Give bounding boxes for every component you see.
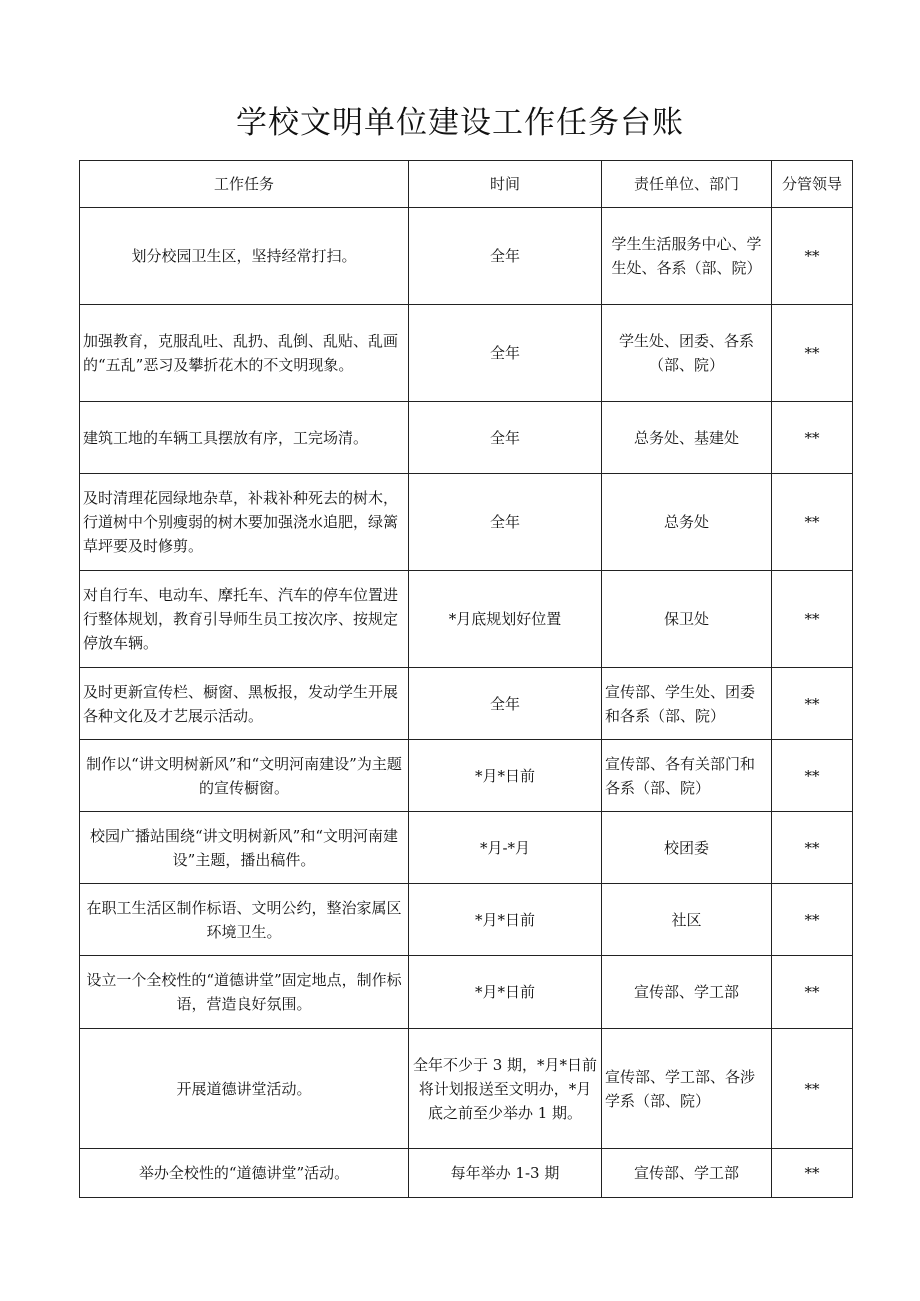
table-row — [80, 884, 853, 956]
table-row — [80, 402, 853, 474]
time-cell: *月*日前 — [409, 884, 602, 956]
unit-cell: 校团委 — [602, 812, 772, 884]
leader-cell: ** — [772, 812, 853, 884]
table-row — [80, 740, 853, 812]
unit-cell: 社区 — [602, 884, 772, 956]
task-cell: 对自行车、电动车、摩托车、汽车的停车位置进行整体规划，教育引导师生员工按次序、按规定停放车辆。 — [80, 571, 409, 668]
task-cell: 制作以“讲文明树新风”和“文明河南建设”为主题的宣传橱窗。 — [80, 740, 409, 812]
unit-cell: 宣传部、学工部 — [602, 1149, 772, 1198]
task-cell: 及时更新宣传栏、橱窗、黑板报，发动学生开展各种文化及才艺展示活动。 — [80, 668, 409, 740]
unit-cell: 学生生活服务中心、学生处、各系（部、院） — [602, 208, 772, 305]
time-cell: *月底规划好位置 — [409, 571, 602, 668]
task-cell: 及时清理花园绿地杂草，补栽补种死去的树木，行道树中个别瘦弱的树木要加强浇水追肥，绿篱草坪要及时修剪。 — [80, 474, 409, 571]
task-cell: 在职工生活区制作标语、文明公约，整治家属区环境卫生。 — [80, 884, 409, 956]
table-row — [80, 474, 853, 571]
leader-cell: ** — [772, 208, 853, 305]
leader-cell: ** — [772, 1149, 853, 1198]
task-cell: 开展道德讲堂活动。 — [80, 1029, 409, 1149]
time-cell: 全年 — [409, 668, 602, 740]
leader-cell: ** — [772, 305, 853, 402]
time-cell: 全年 — [409, 305, 602, 402]
time-cell: 全年 — [409, 402, 602, 474]
leader-cell: ** — [772, 402, 853, 474]
time-cell: 全年 — [409, 208, 602, 305]
time-cell: 全年 — [409, 474, 602, 571]
unit-cell: 宣传部、各有关部门和各系（部、院） — [602, 740, 772, 812]
unit-cell: 宣传部、学工部、各涉学系（部、院） — [602, 1029, 772, 1149]
header-task: 工作任务 — [80, 161, 409, 208]
header-time: 时间 — [409, 161, 602, 208]
leader-cell: ** — [772, 571, 853, 668]
header-unit: 责任单位、部门 — [602, 161, 772, 208]
leader-cell: ** — [772, 668, 853, 740]
task-cell: 建筑工地的车辆工具摆放有序，工完场清。 — [80, 402, 409, 474]
time-cell: 全年不少于 3 期，*月*日前将计划报送至文明办，*月底之前至少举办 1 期。 — [409, 1029, 602, 1149]
unit-cell: 保卫处 — [602, 571, 772, 668]
table-row — [80, 1149, 853, 1198]
task-cell: 加强教育，克服乱吐、乱扔、乱倒、乱贴、乱画的“五乱”恶习及攀折花木的不文明现象。 — [80, 305, 409, 402]
task-cell: 校园广播站围绕“讲文明树新风”和“文明河南建设”主题，播出稿件。 — [80, 812, 409, 884]
table-row — [80, 305, 853, 402]
unit-cell: 总务处、基建处 — [602, 402, 772, 474]
leader-cell: ** — [772, 884, 853, 956]
header-row — [80, 161, 853, 208]
leader-cell: ** — [772, 1029, 853, 1149]
header-leader: 分管领导 — [772, 161, 853, 208]
time-cell: *月*日前 — [409, 956, 602, 1029]
table-row — [80, 571, 853, 668]
table-row — [80, 208, 853, 305]
task-cell: 举办全校性的“道德讲堂”活动。 — [80, 1149, 409, 1198]
unit-cell: 宣传部、学工部 — [602, 956, 772, 1029]
table-row — [80, 956, 853, 1029]
task-ledger-table — [79, 160, 853, 1198]
table-row — [80, 668, 853, 740]
table-row — [80, 1029, 853, 1149]
task-cell: 设立一个全校性的“道德讲堂”固定地点，制作标语，营造良好氛围。 — [80, 956, 409, 1029]
unit-cell: 学生处、团委、各系（部、院） — [602, 305, 772, 402]
leader-cell: ** — [772, 474, 853, 571]
leader-cell: ** — [772, 740, 853, 812]
page-title: 学校文明单位建设工作任务台账 — [236, 105, 684, 141]
time-cell: *月*日前 — [409, 740, 602, 812]
unit-cell: 宣传部、学生处、团委和各系（部、院） — [602, 668, 772, 740]
time-cell: *月-*月 — [409, 812, 602, 884]
leader-cell: ** — [772, 956, 853, 1029]
time-cell: 每年举办 1-3 期 — [409, 1149, 602, 1198]
unit-cell: 总务处 — [602, 474, 772, 571]
task-cell: 划分校园卫生区，坚持经常打扫。 — [80, 208, 409, 305]
table-row — [80, 812, 853, 884]
